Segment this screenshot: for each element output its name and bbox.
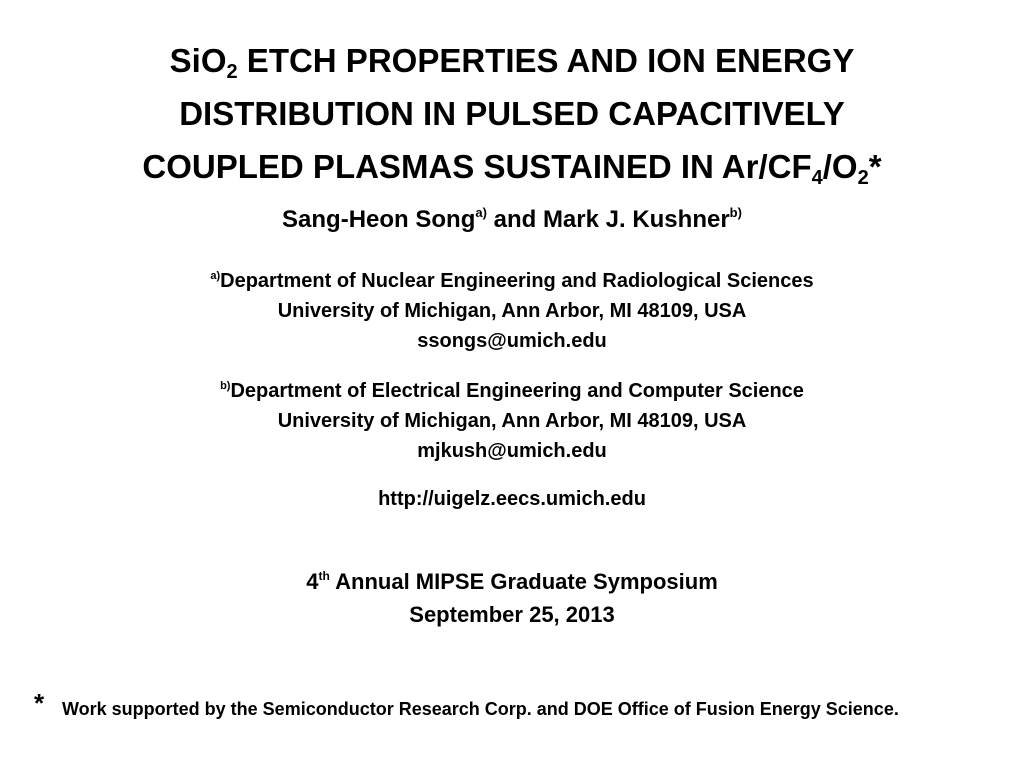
affiliation-email: mjkush@umich.edu [417,440,607,462]
event-name [0,565,1024,598]
event-date: September 25, 2013 [409,602,615,627]
subscript: 4 [811,167,823,189]
title-text: /O [822,148,858,185]
department-text: Department of Electrical Engineering and Computer Science [230,380,804,402]
affiliation-university: University of Michigan, Ann Arbor, MI 48109, USA [277,410,747,432]
title-line-3 [0,140,1024,193]
website-url: http://uigelz.eecs.umich.edu [378,488,646,510]
affiliation-marker: a) [475,205,487,220]
title-text: ETCH PROPERTIES AND ION ENERGY [237,42,855,79]
affiliation-marker: b) [220,380,231,392]
subscript: 2 [857,167,869,189]
event-ordinal: 4 [306,569,319,594]
author-name: Sang-Heon Song [282,206,476,233]
event-info [0,565,1024,631]
author-joiner: and [486,206,543,233]
subscript: 2 [226,61,238,83]
author-name: Mark J. Kushner [542,206,730,233]
affiliation-b [0,376,1024,466]
affiliation-department [0,266,1024,296]
ordinal-suffix: th [318,569,330,583]
affiliation-a [0,266,1024,356]
title-line-1 [0,34,1024,87]
affiliation-university: University of Michigan, Ann Arbor, MI 48109, USA [277,300,747,322]
affiliation-marker: b) [729,205,742,220]
department-text: Department of Nuclear Engineering and Radiological Sciences [220,270,814,292]
author-list [0,202,1024,238]
paper-title [0,34,1024,193]
affiliation-marker: a) [210,270,221,282]
affiliation-email: ssongs@umich.edu [417,330,607,352]
title-text: COUPLED PLASMAS SUSTAINED IN Ar/CF [142,148,812,185]
footnote-marker: * [868,148,882,185]
footnote-marker: * [34,688,45,718]
affiliation-department [0,376,1024,406]
event-title: Annual MIPSE Graduate Symposium [329,569,718,594]
title-line-2: DISTRIBUTION IN PULSED CAPACITIVELY [179,95,845,132]
footnote-text: Work supported by the Semiconductor Research Corp. and DOE Office of Fusion Energy Science. [62,699,899,719]
title-text: SiO [169,42,227,79]
